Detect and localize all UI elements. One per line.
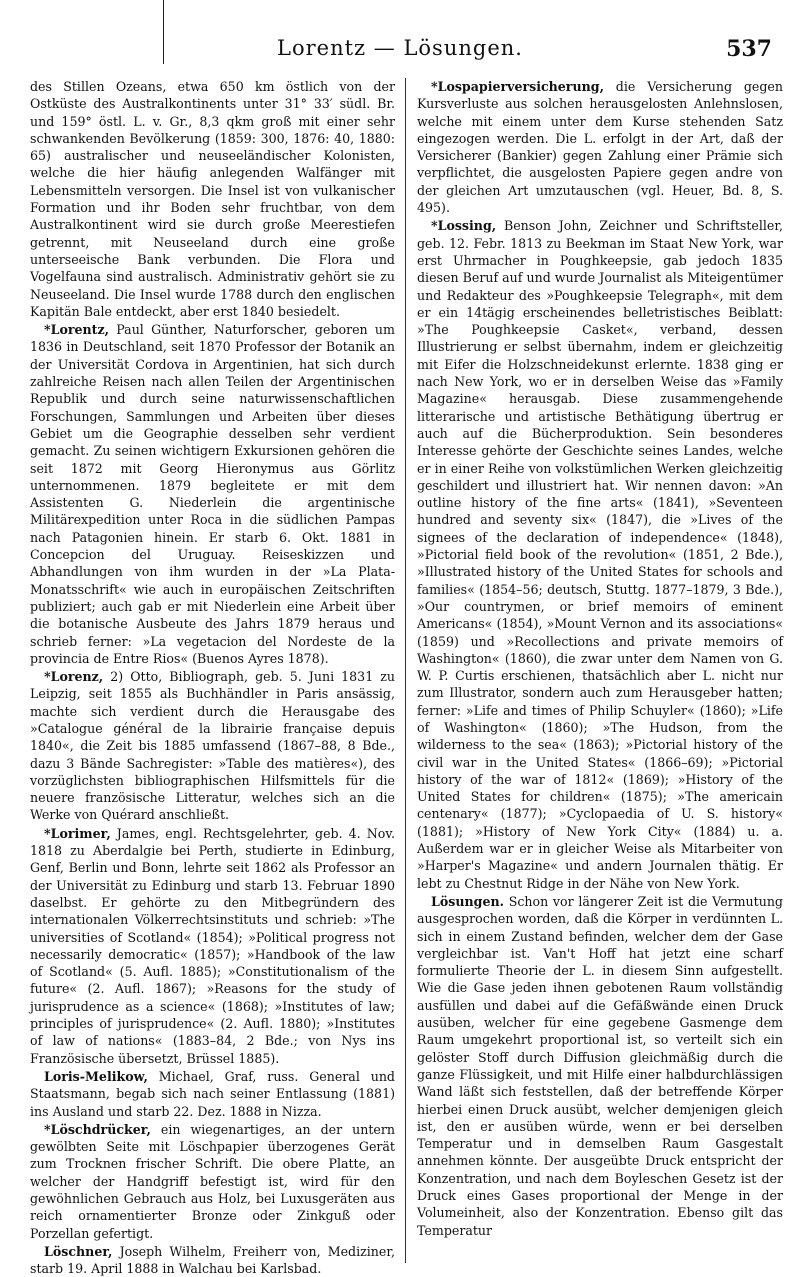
- entry-body: James, engl. Rechtsgelehrter, geb. 4. Nov. 1818 zu Aberdalgie bei Perth, studierte in Edinburg, Genf, Berlin und Bonn, lehrte seit 1862 als Professor an der Universität zu Edinburg und starb 13. Februar 1890 daselbst. Er gehörte zu den Mitbegründern des internationalen Völkerrechtsinstituts und schrieb: »The universities of Scotland« (1854); »Political progress not necessarily democratic« (1857); »Handbook of the law of Scotland« (5. Aufl. 1885); »Constitutionalism of the future« (2. Aufl. 1867); »Reasons for the study of jurisprudence as a science« (1868); »Institutes of law; principles of jurisprudence« (2. Aufl. 1880); »Institutes of law of nations« (1883–84, 2 Bde.; von Nys ins Französische übersetzt, Brüssel 1885).: [30, 825, 395, 1066]
- entry-lossing: [417, 217, 783, 892]
- left-column: [30, 78, 395, 1277]
- entry-lorimer: [30, 825, 395, 1067]
- entry-loeschdruecker: [30, 1121, 395, 1242]
- entry-loesungen: [417, 893, 783, 1239]
- entry-headword: *Lospapierversicherung,: [431, 79, 604, 94]
- page-number: 537: [726, 36, 772, 62]
- entry-lorentz: [30, 321, 395, 667]
- entry-lospapierversicherung: [417, 78, 783, 216]
- entry-body: Paul Günther, Naturforscher, geboren um 1836 in Deutschland, seit 1870 Professor der Botanik an der Universität Cordova in Argentinien, hat sich durch zahlreiche Reisen nach allen Teilen der Argentinischen Republik und durch seine naturwissenschaftlichen Forschungen, Sammlungen und Arbeiten über dieses Gebiet um die Geographie desselben sehr verdient gemacht. Zu seinen wichtigern Exkursionen gehören die seit 1872 mit Georg Hieronymus aus Görlitz unternommenen. 1879 begleitete er mit dem Assistenten G. Niederlein die argentinische Militärexpedition unter Roca in die südlichen Pampas nach Patagonien hinein. Er starb 6. Okt. 1881 in Concepcion del Uruguay. Reiseskizzen und Abhandlungen von ihm wurden in der »La Plata-Monatsschrift« wie auch in europäischen Zeitschriften publiziert; auch gab er mit Niederlein eine Arbeit über die botanische Ausbeute des Jahrs 1879 heraus und schrieb ferner: »La vegetacion del Nordeste de la provincia de Entre Rios« (Buenos Ayres 1878).: [30, 322, 395, 666]
- entry-body: des Stillen Ozeans, etwa 650 km östlich von der Ostküste des Australkontinents unter 31° 33′ südl. Br. und 159° östl. L. v. Gr., 8,3 qkm groß mit einer sehr schwankenden Bevölkerung (1859: 300, 1876: 40, 1880: 65) australischer und neuseeländischer Kolonisten, welche die hier häufig anlegenden Walfänger mit Lebensmitteln versorgen. Die Insel ist von vulkanischer Formation und ihr Boden sehr fruchtbar, von dem Australkontinent wird sie durch große Meerestiefen getrennt, mit Neuseeland durch eine große unterseeische Bank verbunden. Die Flora und Vogelfauna sind australisch. Administrativ gehört sie zu Neuseeland. Die Insel wurde 1788 durch den englischen Kapitän Bale entdeckt, aber erst 1840 besiedelt.: [30, 79, 395, 319]
- right-column: [417, 78, 783, 1263]
- running-title: Lorentz — Lösungen.: [277, 36, 523, 60]
- entry-headword: Löschner,: [44, 1243, 113, 1259]
- entry-headword: Lösungen.: [431, 893, 505, 909]
- entry-loeschner: [30, 1243, 395, 1277]
- entry-body: ein wiegenartiges, an der untern gewölbten Seite mit Löschpapier überzogenes Gerät zum Trocknen frischer Schrift. Die obere Platte, an welcher der Handgriff befestigt ist, wird für den gewöhnlichen Gebrauch aus Holz, bei Luxusgeräten aus reich ornamentierter Bronze oder Zinkguß oder Porzellan gefertigt.: [30, 1121, 395, 1241]
- entry-headword: *Lorenz,: [44, 669, 104, 685]
- entry-headword: *Löschdrücker,: [44, 1121, 151, 1137]
- entry-body: die Versicherung gegen Kursverluste aus solchen herausgelosten Anlehnslosen, welche mit einem unter dem Kurse stehenden Satz eingezogen werden. Die L. erfolgt in der Art, daß der Versicherer (Bankier) gegen Zahlung einer Prämie sich verpflichtet, die ausgelosten Papiere gegen andre von der gleichen Art umzutauschen (vgl. Heuer, Bd. 8, S. 495).: [417, 79, 783, 216]
- page-header: [20, 36, 780, 70]
- column-divider: [405, 78, 406, 1263]
- entry-body: 2) Otto, Bibliograph, geb. 5. Juni 1831 zu Leipzig, seit 1855 als Buchhändler in Paris ansässig, machte sich verdient durch die Herausgabe des »Catalogue général de la librairie française depuis 1840«, die Zeit bis 1885 umfassend (1867–88, 8 Bde., dazu 3 Bände Sachregister: »Table des matières«), des vorzüglichsten bibliographischen Hilfsmittels für die neuere französische Litteratur, welches sich an die Werke von Quérard anschließt.: [30, 669, 395, 823]
- entry-body: Schon vor längerer Zeit ist die Vermutung ausgesprochen worden, daß die Körper in verdünnten L. sich in einem Zustand befinden, welcher dem der Gase vergleichbar ist. Van't Hoff hat jetzt eine scharf formulierte Theorie der L. in diesem Sinn aufgestellt. Wie die Gase jeden ihnen gebotenen Raum vollständig ausfüllen und dabei auf die Gefäßwände einen Druck ausüben, welcher für eine gegebene Gasmenge dem Raum umgekehrt proportional ist, so verteilt sich ein gelöster Stoff durch Diffusion gleichmäßig durch die ganze Flüssigkeit, und mit Hilfe einer halbdurchlässigen Wand läßt sich feststellen, daß der betreffende Körper hierbei einen Druck ausübt, welcher demjenigen gleich ist, den er ausüben würde, wenn er bei derselben Temperatur und in demselben Raum Gasgestalt annehmen könnte. Der ausgeübte Druck entspricht der Konzentration, und nach dem Boyleschen Gesetz ist der Druck eines Gases proportional der Menge in der Volumeinheit, also der Konzentration. Ebenso gilt das Temperatur: [417, 893, 783, 1238]
- entry-body: Michael, Graf, russ. General und Staatsmann, begab sich nach seiner Entlassung (1881) ins Ausland und starb 22. Dez. 1888 in Nizza.: [30, 1068, 395, 1119]
- entry-lord-howe-island-continuation: [30, 78, 395, 320]
- entry-headword: *Lorimer,: [44, 825, 111, 841]
- entry-headword: *Lorentz,: [44, 322, 109, 338]
- entry-lorenz: [30, 668, 395, 824]
- entry-headword: *Lossing,: [431, 218, 497, 234]
- entry-body: Benson John, Zeichner und Schriftsteller, geb. 12. Febr. 1813 zu Beekman im Staat New York, war erst Uhrmacher in Poughkeepsie, gab jedoch 1835 diesen Beruf auf und wurde Journalist als Miteigentümer und Redakteur des »Poughkeepsie Telegraph«, mit dem er ein 14tägig erscheinendes belletristisches Beiblatt: »The Poughkeepsie Casket«, verband, dessen Illustrierung er selbst übernahm, indem er gleichzeitig mit Eifer die Holzschneidekunst erlernte. 1838 ging er nach New York, wo er in derselben Weise das »Family Magazine« herausgab. Diese zusammengehende litterarische und artistische Bethätigung übertrug er auch auf die Bücherproduktion. Sein besonderes Interesse gehörte der Geschichte seines Landes, welche er in einer Reihe von volkstümlichen Werken gleichzeitig geschildert und illustriert hat. Wir nennen davon: »An outline history of the fine arts« (1841), »Seventeen hundred and seventy six« (1847), die »Lives of the signees of the declaration of independence« (1848), »Pictorial field book of the revolution« (1851, 2 Bde.), »Illustrated history of the United States for schools and families« (1854–56; deutsch, Stuttg. 1877–1879, 3 Bde.), »Our countrymen, or brief memoirs of eminent Americans« (1854), »Mount Vernon and its associations« (1859) und »Recollections and private memoirs of Washington« (1860), die zwar unter dem Namen von G. W. P. Curtis erschienen, thatsächlich aber L. nicht nur zum Illustrator, sondern auch zum Herausgeber hatten; ferner: »Life and times of Philip Schuyler« (1860); »Life of Washington« (1860); »The Hudson, from the wilderness to the sea« (1863); »Pictorial history of the civil war in the United States« (1866–69); »Pictorial history of the war of 1812« (1869); »History of the United States for children« (1875); »The americain centenary« (1877); »Cyclopaedia of U. S. history« (1881); »History of New York City« (1884) u. a. Außerdem war er in gleicher Weise als Mitarbeiter von »Harper's Magazine« und andern Journalen thätig. Er lebt zu Chestnut Ridge in der Nähe von New York.: [417, 218, 783, 891]
- entry-body: Joseph Wilhelm, Freiherr von, Mediziner, starb 19. April 1888 in Walchau bei Karlsbad.: [30, 1243, 395, 1277]
- entry-headword: Loris-Melikow,: [44, 1068, 148, 1084]
- entry-loris-melikow: [30, 1068, 395, 1120]
